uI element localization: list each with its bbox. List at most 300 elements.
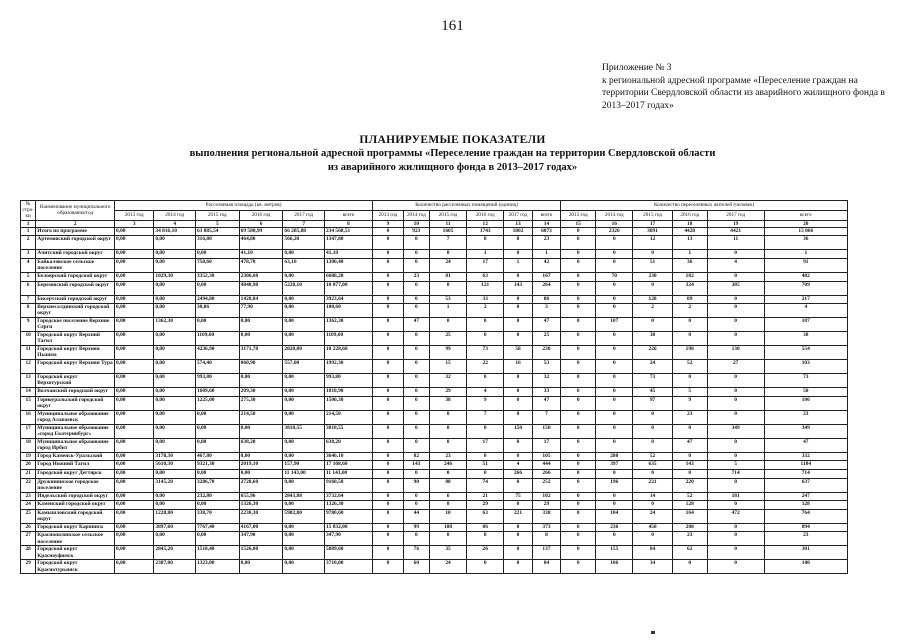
value-cell: 0 bbox=[596, 281, 633, 295]
municipality-name: Город Каменск-Уральский bbox=[36, 452, 115, 461]
value-cell: 34 816,10 bbox=[154, 227, 196, 236]
header-premises-year: 2013 год bbox=[373, 210, 404, 220]
value-cell: 226 bbox=[633, 346, 672, 360]
value-cell: 0 bbox=[561, 452, 596, 461]
value-cell: 1347,80 bbox=[324, 236, 372, 250]
table-row bbox=[21, 492, 848, 501]
municipality-name: Городской округ Краснотурьинск bbox=[36, 560, 115, 574]
value-cell: 0 bbox=[707, 478, 764, 492]
value-cell: 0,00 bbox=[283, 501, 325, 510]
value-cell: 0 bbox=[596, 424, 633, 438]
value-cell: 338,70 bbox=[195, 509, 239, 523]
header-residents-year: 2017 год bbox=[707, 210, 764, 220]
column-number: 2 bbox=[36, 220, 115, 227]
table-row bbox=[21, 410, 848, 424]
value-cell: 0,00 bbox=[154, 388, 196, 397]
value-cell: 0 bbox=[707, 295, 764, 304]
value-cell: 301 bbox=[764, 546, 847, 560]
value-cell: 0,00 bbox=[154, 438, 196, 452]
row-number: 6 bbox=[21, 281, 36, 295]
value-cell: 47 bbox=[532, 318, 561, 332]
column-number: 4 bbox=[154, 220, 196, 227]
value-cell: 9 bbox=[672, 396, 707, 410]
value-cell: 0 bbox=[707, 304, 764, 318]
value-cell: 0 bbox=[373, 360, 404, 374]
value-cell: 38 bbox=[764, 332, 847, 346]
value-cell: 0 bbox=[504, 273, 532, 282]
value-cell: 0,00 bbox=[115, 332, 154, 346]
value-cell: 0,00 bbox=[283, 560, 325, 574]
value-cell: 1 bbox=[672, 250, 707, 259]
value-cell: 4 bbox=[764, 304, 847, 318]
value-cell: 0 bbox=[561, 546, 596, 560]
value-cell: 0 bbox=[504, 374, 532, 388]
value-cell: 338 bbox=[532, 509, 561, 523]
table-row bbox=[21, 318, 848, 332]
value-cell: 63,10 bbox=[283, 259, 325, 273]
value-cell: 0 bbox=[373, 332, 404, 346]
value-cell: 0 bbox=[707, 250, 764, 259]
table-row bbox=[21, 250, 848, 259]
value-cell: 0 bbox=[707, 332, 764, 346]
value-cell: 0 bbox=[596, 492, 633, 501]
value-cell: 108,60 bbox=[324, 304, 372, 318]
value-cell: 0 bbox=[672, 469, 707, 478]
value-cell: 9321,30 bbox=[195, 461, 239, 470]
value-cell: 2845,20 bbox=[154, 546, 196, 560]
value-cell: 58 bbox=[504, 346, 532, 360]
value-cell: 106 bbox=[764, 396, 847, 410]
column-number: 16 bbox=[596, 220, 633, 227]
indicators-table bbox=[20, 200, 848, 574]
value-cell: 25 bbox=[532, 332, 561, 346]
table-row bbox=[21, 424, 848, 438]
value-cell: 0 bbox=[633, 438, 672, 452]
value-cell: 4 bbox=[467, 388, 504, 397]
value-cell: 1992,30 bbox=[324, 360, 372, 374]
value-cell: 0 bbox=[707, 410, 764, 424]
column-number: 13 bbox=[504, 220, 532, 227]
value-cell: 3 bbox=[532, 304, 561, 318]
table-row bbox=[21, 273, 848, 282]
value-cell: 0 bbox=[561, 281, 596, 295]
value-cell: 0,00 bbox=[115, 304, 154, 318]
value-cell: 0 bbox=[633, 469, 672, 478]
value-cell: 266 bbox=[504, 469, 532, 478]
value-cell: 0 bbox=[373, 236, 404, 250]
row-number: 25 bbox=[21, 509, 36, 523]
value-cell: 24 bbox=[429, 259, 466, 273]
municipality-name: Муниципальное образование город Алапаевск bbox=[36, 410, 115, 424]
header-area-year: 2017 год bbox=[283, 210, 325, 220]
value-cell: 3891 bbox=[633, 227, 672, 236]
value-cell: 1500,30 bbox=[324, 396, 372, 410]
value-cell: 0 bbox=[596, 501, 633, 510]
value-cell: 0 bbox=[504, 523, 532, 532]
value-cell: 0 bbox=[373, 259, 404, 273]
column-number: 1 bbox=[21, 220, 36, 227]
value-cell: 0,00 bbox=[195, 250, 239, 259]
value-cell: 0 bbox=[373, 227, 404, 236]
value-cell: 4167,00 bbox=[239, 523, 283, 532]
value-cell: 0 bbox=[561, 250, 596, 259]
appendix-line: территории Свердловской области из аварийного жилищного фонда в bbox=[602, 88, 885, 98]
column-number: 19 bbox=[707, 220, 764, 227]
value-cell: 0,00 bbox=[115, 318, 154, 332]
value-cell: 62 bbox=[672, 546, 707, 560]
value-cell: 0 bbox=[504, 438, 532, 452]
value-cell: 0 bbox=[373, 273, 404, 282]
value-cell: 7 bbox=[532, 410, 561, 424]
value-cell: 0 bbox=[561, 388, 596, 397]
value-cell: 0 bbox=[596, 236, 633, 250]
value-cell: 5610,30 bbox=[154, 461, 196, 470]
value-cell: 23 bbox=[764, 532, 847, 546]
value-cell: 0 bbox=[633, 424, 672, 438]
value-cell: 0,00 bbox=[115, 509, 154, 523]
value-cell: 0,00 bbox=[115, 452, 154, 461]
row-number: 28 bbox=[21, 546, 36, 560]
value-cell: 15 066 bbox=[764, 227, 847, 236]
value-cell: 0 bbox=[561, 304, 596, 318]
value-cell: 3818,55 bbox=[283, 424, 325, 438]
value-cell: 143 bbox=[672, 461, 707, 470]
value-cell: 0,00 bbox=[154, 346, 196, 360]
value-cell: 0 bbox=[504, 560, 532, 574]
value-cell: 29 bbox=[532, 501, 561, 510]
value-cell: 709 bbox=[764, 281, 847, 295]
value-cell: 638,20 bbox=[324, 438, 372, 452]
value-cell: 714 bbox=[707, 469, 764, 478]
value-cell: 574,40 bbox=[195, 360, 239, 374]
value-cell: 923 bbox=[403, 227, 429, 236]
value-cell: 0 bbox=[561, 236, 596, 250]
value-cell: 33 bbox=[467, 295, 504, 304]
value-cell: 2843,88 bbox=[283, 492, 325, 501]
value-cell: 0 bbox=[596, 360, 633, 374]
value-cell: 0 bbox=[561, 227, 596, 236]
value-cell: 1300,40 bbox=[324, 259, 372, 273]
value-cell: 0 bbox=[403, 374, 429, 388]
value-cell: 0 bbox=[373, 546, 404, 560]
value-cell: 0,00 bbox=[195, 501, 239, 510]
value-cell: 332 bbox=[764, 452, 847, 461]
value-cell: 0,00 bbox=[283, 546, 325, 560]
value-cell: 234 568,51 bbox=[324, 227, 372, 236]
value-cell: 3897,60 bbox=[154, 523, 196, 532]
value-cell: 554 bbox=[764, 346, 847, 360]
table-row bbox=[21, 236, 848, 250]
row-number: 29 bbox=[21, 560, 36, 574]
value-cell: 635 bbox=[633, 461, 672, 470]
value-cell: 0 bbox=[373, 478, 404, 492]
header-premises-year: 2015 год bbox=[429, 210, 466, 220]
value-cell: 1526,00 bbox=[239, 546, 283, 560]
value-cell: 0 bbox=[707, 318, 764, 332]
table-row bbox=[21, 281, 848, 295]
value-cell: 0,00 bbox=[283, 532, 325, 546]
value-cell: 0 bbox=[429, 250, 466, 259]
value-cell: 0 bbox=[561, 360, 596, 374]
value-cell: 0 bbox=[561, 259, 596, 273]
value-cell: 347,90 bbox=[239, 532, 283, 546]
value-cell: 2 bbox=[633, 304, 672, 318]
value-cell: 2820,00 bbox=[283, 346, 325, 360]
value-cell: 10 228,60 bbox=[324, 346, 372, 360]
value-cell: 1323,00 bbox=[195, 560, 239, 574]
table-row bbox=[21, 388, 848, 397]
column-number: 14 bbox=[532, 220, 561, 227]
row-number: 8 bbox=[21, 304, 36, 318]
value-cell: 17 bbox=[467, 259, 504, 273]
value-cell: 1 bbox=[764, 250, 847, 259]
value-cell: 0,00 bbox=[283, 374, 325, 388]
value-cell: 266 bbox=[532, 469, 561, 478]
row-number: 4 bbox=[21, 259, 36, 273]
value-cell: 0 bbox=[561, 461, 596, 470]
value-cell: 167 bbox=[532, 273, 561, 282]
value-cell: 52 bbox=[633, 452, 672, 461]
value-cell: 264 bbox=[532, 281, 561, 295]
header-municipality: Наименование муниципального образования/год bbox=[36, 201, 115, 221]
value-cell: 0 bbox=[373, 250, 404, 259]
value-cell: 0,00 bbox=[115, 492, 154, 501]
value-cell: 0,00 bbox=[154, 281, 196, 295]
value-cell: 23 bbox=[764, 410, 847, 424]
header-area-year: 2015 год bbox=[195, 210, 239, 220]
value-cell: 252 bbox=[532, 478, 561, 492]
value-cell: 0,00 bbox=[154, 374, 196, 388]
value-cell: 0,00 bbox=[154, 469, 196, 478]
value-cell: 0,00 bbox=[283, 478, 325, 492]
value-cell: 0,00 bbox=[283, 396, 325, 410]
value-cell: 5 bbox=[707, 461, 764, 470]
value-cell: 2306,60 bbox=[239, 273, 283, 282]
value-cell: 221 bbox=[504, 509, 532, 523]
value-cell: 17 bbox=[467, 438, 504, 452]
value-cell: 16 bbox=[504, 360, 532, 374]
value-cell: 0 bbox=[707, 374, 764, 388]
value-cell: 0 bbox=[504, 295, 532, 304]
value-cell: 2387,00 bbox=[154, 560, 196, 574]
value-cell: 0,00 bbox=[115, 478, 154, 492]
value-cell: 0 bbox=[373, 438, 404, 452]
header-premises-year: 2014 год bbox=[403, 210, 429, 220]
value-cell: 0,00 bbox=[239, 318, 283, 332]
value-cell: 3352,30 bbox=[195, 273, 239, 282]
municipality-name: Городской округ Карпинск bbox=[36, 523, 115, 532]
table-row bbox=[21, 501, 848, 510]
value-cell: 0 bbox=[672, 374, 707, 388]
value-cell: 0 bbox=[467, 318, 504, 332]
column-number: 12 bbox=[467, 220, 504, 227]
value-cell: 0 bbox=[672, 318, 707, 332]
value-cell: 0 bbox=[429, 281, 466, 295]
value-cell: 0,00 bbox=[115, 259, 154, 273]
value-cell: 1225,00 bbox=[195, 396, 239, 410]
value-cell: 0 bbox=[561, 509, 596, 523]
value-cell: 0 bbox=[561, 332, 596, 346]
value-cell: 0 bbox=[672, 424, 707, 438]
value-cell: 52 bbox=[672, 360, 707, 374]
value-cell: 0,00 bbox=[115, 273, 154, 282]
municipality-name: Ачитский городской округ bbox=[36, 250, 115, 259]
value-cell: 9 bbox=[467, 396, 504, 410]
value-cell: 0 bbox=[633, 318, 672, 332]
value-cell: 2 bbox=[672, 304, 707, 318]
value-cell: 44 bbox=[403, 509, 429, 523]
value-cell: 23 bbox=[672, 532, 707, 546]
value-cell: 0 bbox=[373, 523, 404, 532]
value-cell: 7 bbox=[429, 236, 466, 250]
value-cell: 0 bbox=[403, 469, 429, 478]
value-cell: 2494,80 bbox=[195, 295, 239, 304]
value-cell: 0,00 bbox=[283, 523, 325, 532]
value-cell: 3171,70 bbox=[239, 346, 283, 360]
value-cell: 130 bbox=[707, 346, 764, 360]
row-number: 16 bbox=[21, 410, 36, 424]
value-cell: 246 bbox=[429, 461, 466, 470]
value-cell: 0,00 bbox=[115, 227, 154, 236]
value-cell: 0,00 bbox=[115, 250, 154, 259]
table-row bbox=[21, 461, 848, 470]
table-row bbox=[21, 396, 848, 410]
value-cell: 0 bbox=[403, 388, 429, 397]
value-cell: 993,80 bbox=[324, 374, 372, 388]
table-row bbox=[21, 546, 848, 560]
municipality-name: Город Нижний Тагил bbox=[36, 461, 115, 470]
municipality-name: Камышловский городской округ bbox=[36, 509, 115, 523]
value-cell: 86 bbox=[467, 523, 504, 532]
value-cell: 0 bbox=[429, 469, 466, 478]
value-cell: 0 bbox=[373, 509, 404, 523]
appendix-line: к региональной адресной программе «Переселение граждан на bbox=[602, 75, 858, 86]
value-cell: 247 bbox=[764, 492, 847, 501]
value-cell: 0,00 bbox=[195, 424, 239, 438]
header-area-year: всего bbox=[324, 210, 372, 220]
value-cell: 47 bbox=[764, 438, 847, 452]
value-cell: 280 bbox=[596, 452, 633, 461]
value-cell: 42 bbox=[532, 259, 561, 273]
municipality-name: Краснополянское сельское поселение bbox=[36, 532, 115, 546]
value-cell: 0 bbox=[429, 424, 466, 438]
value-cell: 32 bbox=[429, 374, 466, 388]
value-cell: 1518,40 bbox=[195, 546, 239, 560]
value-cell: 0,00 bbox=[154, 236, 196, 250]
value-cell: 217 bbox=[764, 295, 847, 304]
header-residents-year: всего bbox=[764, 210, 847, 220]
value-cell: 38 bbox=[429, 396, 466, 410]
value-cell: 5889,60 bbox=[324, 546, 372, 560]
value-cell: 7 bbox=[467, 410, 504, 424]
page-number: 161 bbox=[441, 18, 464, 34]
value-cell: 0 bbox=[373, 424, 404, 438]
value-cell: 220 bbox=[672, 478, 707, 492]
value-cell: 66 285,88 bbox=[283, 227, 325, 236]
value-cell: 0 bbox=[429, 438, 466, 452]
value-cell: 0,00 bbox=[115, 523, 154, 532]
header-premises-group: Количество расселенных помещений (единиц) bbox=[373, 201, 561, 211]
table-row bbox=[21, 304, 848, 318]
value-cell: 2326 bbox=[596, 227, 633, 236]
column-number: 3 bbox=[115, 220, 154, 227]
value-cell: 0 bbox=[467, 332, 504, 346]
value-cell: 0 bbox=[373, 388, 404, 397]
value-cell: 1609,60 bbox=[195, 388, 239, 397]
value-cell: 0 bbox=[403, 424, 429, 438]
value-cell: 3818,55 bbox=[324, 424, 372, 438]
column-number: 8 bbox=[324, 220, 372, 227]
value-cell: 3178,30 bbox=[154, 452, 196, 461]
row-number: 24 bbox=[21, 501, 36, 510]
value-cell: 0,00 bbox=[283, 410, 325, 424]
value-cell: 764 bbox=[764, 509, 847, 523]
value-cell: 11 143,00 bbox=[324, 469, 372, 478]
value-cell: 0 bbox=[707, 523, 764, 532]
municipality-name: Муниципальное образование город Ирбит bbox=[36, 438, 115, 452]
value-cell: 0 bbox=[561, 410, 596, 424]
municipality-name: Городской округ Верхотурский bbox=[36, 374, 115, 388]
value-cell: 324 bbox=[672, 281, 707, 295]
value-cell: 0 bbox=[707, 532, 764, 546]
value-cell: 53 bbox=[532, 360, 561, 374]
value-cell: 894 bbox=[764, 523, 847, 532]
row-number: 18 bbox=[21, 438, 36, 452]
value-cell: 5228,10 bbox=[283, 281, 325, 295]
municipality-name: Белоярский городской округ bbox=[36, 273, 115, 282]
value-cell: 0 bbox=[561, 478, 596, 492]
value-cell: 10 bbox=[429, 509, 466, 523]
row-number: 13 bbox=[21, 374, 36, 388]
value-cell: 472 bbox=[707, 509, 764, 523]
value-cell: 1029,30 bbox=[154, 273, 196, 282]
value-cell: 0 bbox=[633, 501, 672, 510]
value-cell: 214,50 bbox=[239, 410, 283, 424]
value-cell: 0 bbox=[633, 250, 672, 259]
table-row bbox=[21, 259, 848, 273]
appendix-line: 2013–2017 годах» bbox=[602, 100, 674, 111]
value-cell: 0 bbox=[504, 478, 532, 492]
value-cell: 82 bbox=[403, 452, 429, 461]
value-cell: 0 bbox=[403, 492, 429, 501]
table-row bbox=[21, 560, 848, 574]
value-cell: 230 bbox=[532, 346, 561, 360]
value-cell: 69 580,99 bbox=[239, 227, 283, 236]
value-cell: 0 bbox=[596, 374, 633, 388]
value-cell: 0,00 bbox=[154, 332, 196, 346]
value-cell: 0 bbox=[373, 374, 404, 388]
value-cell: 128 bbox=[633, 295, 672, 304]
value-cell: 106 bbox=[596, 560, 633, 574]
value-cell: 0 bbox=[504, 546, 532, 560]
scan-mark bbox=[651, 631, 655, 634]
value-cell: 0 bbox=[403, 501, 429, 510]
value-cell: 0,00 bbox=[239, 560, 283, 574]
value-cell: 0 bbox=[561, 532, 596, 546]
municipality-name: Каменский городской округ bbox=[36, 501, 115, 510]
value-cell: 15 bbox=[429, 360, 466, 374]
value-cell: 73 bbox=[764, 374, 847, 388]
value-cell: 0,00 bbox=[195, 410, 239, 424]
table-row bbox=[21, 360, 848, 374]
value-cell: 88 bbox=[429, 478, 466, 492]
value-cell: 0,00 bbox=[195, 469, 239, 478]
value-cell: 0 bbox=[373, 396, 404, 410]
value-cell: 0 bbox=[561, 318, 596, 332]
value-cell: 993,80 bbox=[195, 374, 239, 388]
value-cell: 128 bbox=[672, 501, 707, 510]
value-cell: 347,90 bbox=[324, 532, 372, 546]
